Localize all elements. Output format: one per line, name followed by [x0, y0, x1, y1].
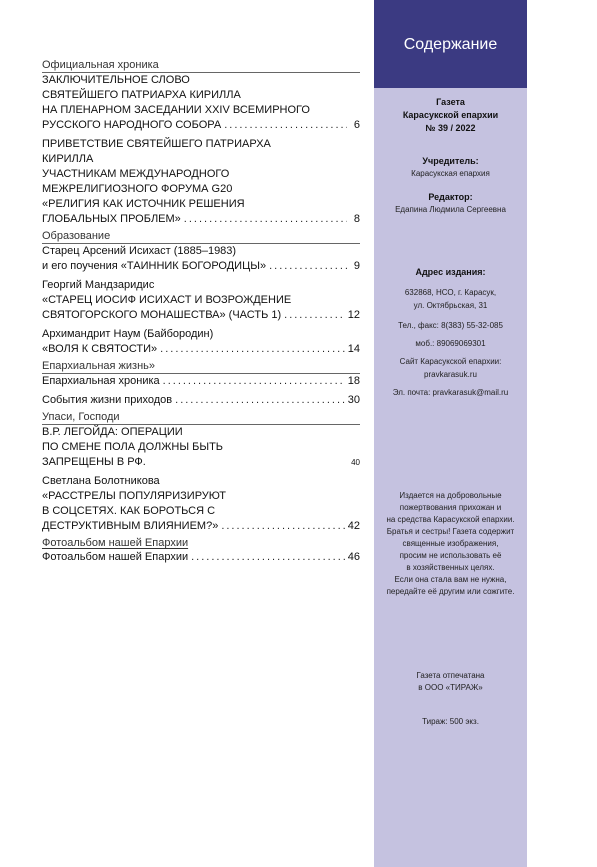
entry-line: ПО СМЕНЕ ПОЛА ДОЛЖНЫ БЫТЬ	[42, 441, 224, 453]
address-line-1: 632868, НСО, г. Карасук,	[404, 288, 497, 297]
section-title: Упаси, Господи	[42, 410, 360, 425]
toc-entry[interactable]	[42, 474, 360, 534]
printed-line-1: Газета отпечатана	[416, 671, 485, 680]
entry-last-line	[42, 519, 360, 534]
section-title: Официальная хроника	[42, 58, 360, 73]
notice-line: пожертвования прихожан и	[399, 503, 502, 512]
section-title: Епархиальная жизнь»	[42, 359, 360, 374]
toc-entry[interactable]	[42, 278, 360, 323]
toc-entry[interactable]	[42, 425, 360, 470]
address-label: Адрес издания:	[415, 267, 486, 277]
page-number: 46	[347, 551, 360, 563]
entry-title-end: РУССКОГО НАРОДНОГО СОБОРА	[42, 119, 222, 131]
founder-label: Учредитель:	[422, 156, 479, 166]
site-link[interactable]: pravkarasuk.ru	[424, 370, 477, 379]
leader-dots	[184, 212, 347, 227]
entry-line: СВЯТЕЙШЕГО ПАТРИАРХА КИРИЛЛА	[42, 89, 241, 101]
page-number: 30	[347, 394, 360, 406]
leader-dots	[175, 393, 345, 408]
notice-line: Если она стала вам не нужна,	[394, 575, 507, 584]
entry-line: Георгий Мандзаридис	[42, 279, 155, 291]
phone: Тел., факс: 8(383) 55-32-085	[398, 321, 503, 330]
sidebar	[374, 0, 527, 867]
entry-line: «РАССТРЕЛЫ ПОПУЛЯРИЗИРУЮТ	[42, 490, 226, 502]
mobile: моб.: 89069069301	[415, 339, 486, 348]
toc-entry[interactable]	[42, 244, 360, 274]
page-number: 8	[353, 213, 360, 225]
entry-title-end: ГЛОБАЛЬНЫХ ПРОБЛЕМ»	[42, 213, 181, 225]
toc-entry[interactable]	[42, 327, 360, 357]
entry-title-end: ДЕСТРУКТИВНЫМ ВЛИЯНИЕМ?»	[42, 520, 219, 532]
address-line-2: ул. Октябрьская, 31	[413, 301, 488, 310]
circulation: Тираж: 500 экз.	[422, 717, 479, 726]
entry-line: ПРИВЕТСТВИЕ СВЯТЕЙШЕГО ПАТРИАРХА	[42, 138, 271, 150]
leader-dots	[163, 374, 345, 389]
entry-line: МЕЖРЕЛИГИОЗНОГО ФОРУМА G20	[42, 183, 233, 195]
entry-last-line	[42, 259, 360, 274]
site-label: Сайт Карасукской епархии:	[399, 357, 502, 366]
entry-title-end: и его поучения «ТАИННИК БОГОРОДИЦЫ»	[42, 260, 267, 272]
entry-last-line	[42, 374, 360, 389]
paper-name-line-1: Газета	[436, 97, 465, 107]
entry-last-line	[42, 342, 360, 357]
entry-title-end: «ВОЛЯ К СВЯТОСТИ»	[42, 343, 158, 355]
paper-name-line-2: Карасукской епархии	[402, 110, 499, 120]
entry-line: «РЕЛИГИЯ КАК ИСТОЧНИК РЕШЕНИЯ	[42, 198, 245, 210]
founder-value: Карасукская епархия	[411, 169, 490, 178]
entry-line: В СОЦСЕТЯХ. КАК БОРОТЬСЯ С	[42, 505, 216, 517]
entry-last-line	[42, 455, 360, 470]
leader-dots	[269, 259, 347, 274]
table-of-contents	[42, 58, 360, 565]
entry-last-line	[42, 212, 360, 227]
printed-line-2: в ООО «ТИРАЖ»	[418, 683, 483, 692]
issue-number: № 39 / 2022	[425, 123, 476, 133]
entry-title-end: Епархиальная хроника	[42, 375, 160, 387]
entry-title-end: СВЯТОГОРСКОГО МОНАШЕСТВА» (ЧАСТЬ 1)	[42, 309, 282, 321]
entry-line: Архимандрит Наум (Байбородин)	[42, 328, 214, 340]
email-link[interactable]: Эл. почта: pravkarasuk@mail.ru	[392, 388, 509, 397]
printer-block	[374, 670, 527, 694]
entry-title-end: События жизни приходов	[42, 394, 173, 406]
entry-line: Старец Арсений Исихаст (1885–1983)	[42, 245, 237, 257]
sidebar-heading: Содержание	[403, 36, 498, 53]
page-number: 42	[347, 520, 360, 532]
leader-dots	[284, 308, 345, 323]
leader-dots	[224, 118, 347, 133]
entry-line: В.Р. ЛЕГОЙДА: ОПЕРАЦИИ	[42, 426, 183, 438]
section-title: Образование	[42, 229, 360, 244]
notice-line: на средства Карасукской епархии.	[386, 515, 515, 524]
page-number: 12	[347, 309, 360, 321]
entry-last-line	[42, 308, 360, 323]
sidebar-header	[374, 0, 527, 88]
entry-last-line	[42, 393, 360, 408]
entry-last-line	[42, 118, 360, 133]
entry-title-end: Фотоальбом нашей Епархии	[42, 551, 189, 563]
page-number: 40	[351, 458, 360, 467]
entry-line: УЧАСТНИКАМ МЕЖДУНАРОДНОГО	[42, 168, 230, 180]
notice-line: просим не использовать её	[399, 551, 502, 560]
section-title: Фотоальбом нашей Епархии	[42, 537, 189, 549]
leader-dots	[191, 550, 345, 565]
notice-line: священные изображения,	[402, 539, 499, 548]
founder-block	[374, 155, 527, 180]
page-number: 9	[353, 260, 360, 272]
editor-value: Едапина Людмила Сергеевна	[395, 205, 506, 214]
editor-block	[374, 191, 527, 216]
entry-line: ЗАКЛЮЧИТЕЛЬНОЕ СЛОВО	[42, 74, 190, 86]
toc-entry[interactable]	[42, 393, 360, 408]
contacts-block	[374, 266, 527, 399]
toc-entry[interactable]	[42, 374, 360, 389]
entry-line: «СТАРЕЦ ИОСИФ ИСИХАСТ И ВОЗРОЖДЕНИЕ	[42, 294, 292, 306]
entry-title-end: ЗАПРЕЩЕНЫ В РФ.	[42, 456, 146, 468]
editor-label: Редактор:	[428, 192, 473, 202]
notice-line: Издается на добровольные	[399, 491, 502, 500]
notice-line: в хозяйственных целях.	[406, 563, 495, 572]
entry-line: НА ПЛЕНАРНОМ ЗАСЕДАНИИ XXIV ВСЕМИРНОГО	[42, 104, 310, 116]
page-number: 18	[347, 375, 360, 387]
leader-dots	[221, 519, 344, 534]
page-number: 14	[347, 343, 360, 355]
page-number: 6	[353, 119, 360, 131]
toc-entry[interactable]	[42, 73, 360, 133]
toc-entry[interactable]	[42, 550, 360, 565]
entry-last-line	[42, 550, 360, 565]
notice-line: Братья и сестры! Газета содержит	[386, 527, 515, 536]
entry-line: КИРИЛЛА	[42, 153, 94, 165]
toc-entry[interactable]	[42, 137, 360, 227]
publication-block	[374, 96, 527, 135]
entry-line: Светлана Болотникова	[42, 475, 160, 487]
notice-block	[374, 490, 527, 598]
leader-dots	[160, 342, 345, 357]
notice-line: передайте её другим или сожгите.	[386, 587, 515, 596]
